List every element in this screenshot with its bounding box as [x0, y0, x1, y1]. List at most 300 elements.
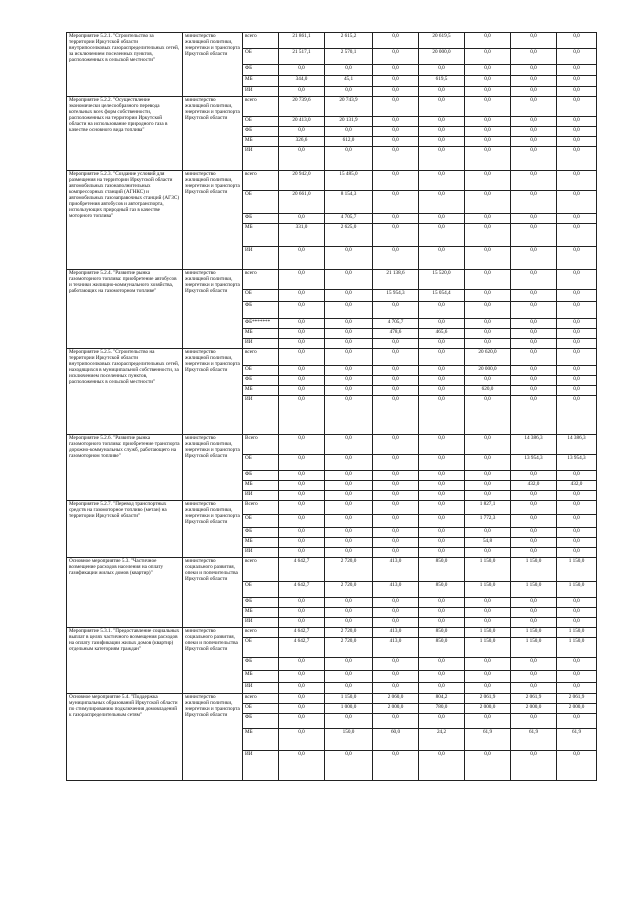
activity-description: Мероприятие 5.2.3. "Создание условий для размещения на территории Иркутской области автомобильных газонаполнительных компрессорных станций (АГНКС) и автомобильных газозаправочных станций (АГЗС) приобретения автобусов и автотранспорта, использующих природный газ в качестве моторного топлива" [67, 171, 183, 270]
funding-source: ОБ [243, 49, 279, 65]
amount-cell: 0,0 [511, 515, 557, 528]
amount-cell: 0,0 [279, 538, 325, 548]
amount-cell: 0,0 [419, 339, 465, 349]
amount-cell: 0,0 [557, 386, 597, 396]
amount-cell: 0,0 [511, 127, 557, 137]
amount-cell: 0,0 [419, 117, 465, 127]
amount-cell: 0,0 [511, 538, 557, 548]
amount-cell: 0,0 [465, 147, 511, 171]
amount-cell: 0,0 [419, 471, 465, 481]
funding-source: ИИ [243, 396, 279, 435]
amount-cell: 0,0 [325, 349, 373, 366]
amount-cell: 0,0 [373, 548, 419, 558]
amount-cell: 0,0 [419, 147, 465, 171]
amount-cell: 0,0 [373, 528, 419, 538]
amount-cell: 0,0 [465, 751, 511, 781]
amount-cell: 0,0 [373, 481, 419, 491]
amount-cell: 0,0 [279, 515, 325, 528]
responsible-executor: министерство жилищной политики, энергетики и транспорта Иркутской области [183, 171, 243, 270]
amount-cell: 0,0 [465, 319, 511, 329]
amount-cell: 0,0 [279, 329, 325, 339]
amount-cell: 0,0 [325, 528, 373, 538]
amount-cell: 0,0 [279, 528, 325, 538]
amount-cell: 0,0 [465, 455, 511, 471]
amount-cell: 2 570,1 [325, 49, 373, 65]
amount-cell: 0,0 [279, 396, 325, 435]
amount-cell: 0,0 [373, 538, 419, 548]
amount-cell: 8 154,3 [325, 191, 373, 214]
amount-cell: 0,0 [557, 49, 597, 65]
amount-cell: 0,0 [557, 329, 597, 339]
responsible-executor: министерство социального развития, опеки и попечительства Иркутской области [183, 628, 243, 694]
amount-cell: 0,0 [279, 608, 325, 618]
amount-cell: 0,0 [279, 481, 325, 491]
amount-cell: 0,0 [557, 366, 597, 376]
amount-cell: 0,0 [325, 65, 373, 76]
amount-cell: 0,0 [373, 214, 419, 224]
amount-cell: 0,0 [279, 302, 325, 319]
funding-source: Всего [243, 435, 279, 455]
amount-cell: 0,0 [511, 618, 557, 628]
funding-source: всего [243, 270, 279, 290]
amount-cell: 0,0 [279, 349, 325, 366]
amount-cell: 0,0 [419, 247, 465, 270]
amount-cell: 0,0 [325, 270, 373, 290]
funding-source: ФБ [243, 376, 279, 386]
amount-cell: 4 642,7 [279, 628, 325, 638]
funding-source: МБ [243, 729, 279, 751]
amount-cell: 0,0 [279, 339, 325, 349]
amount-cell: 0,0 [465, 224, 511, 247]
amount-cell: 0,0 [465, 290, 511, 302]
funding-source: ОБ [243, 366, 279, 376]
funding-source: ИИ [243, 339, 279, 349]
amount-cell: 0,0 [373, 97, 419, 117]
amount-cell: 0,0 [557, 302, 597, 319]
funding-source: МБ [243, 481, 279, 491]
responsible-executor: министерство жилищной политики, энергетики и транспорта Иркутской области [183, 97, 243, 171]
amount-cell: 432,0 [511, 481, 557, 491]
amount-cell: 0,0 [557, 671, 597, 683]
funding-source: ФБ [243, 65, 279, 76]
amount-cell: 13 954,3 [557, 455, 597, 471]
amount-cell: 0,0 [511, 491, 557, 501]
amount-cell: 15 520,0 [419, 270, 465, 290]
amount-cell: 0,0 [419, 608, 465, 618]
amount-cell: 0,0 [279, 319, 325, 329]
funding-source: ФБ******* [243, 319, 279, 329]
amount-cell: 1 150,0 [465, 582, 511, 598]
amount-cell: 2 615,2 [325, 33, 373, 49]
responsible-executor: министерство социального развития, опеки и попечительства Иркутской области [183, 558, 243, 628]
amount-cell: 0,0 [279, 455, 325, 471]
amount-cell: 0,0 [511, 147, 557, 171]
amount-cell: 14 386,3 [511, 435, 557, 455]
funding-source: ОБ [243, 191, 279, 214]
amount-cell: 850,0 [419, 582, 465, 598]
amount-cell: 20 413,0 [279, 117, 325, 127]
amount-cell: 326,6 [279, 137, 325, 147]
funding-source: МБ [243, 76, 279, 87]
amount-cell: 0,0 [511, 376, 557, 386]
amount-cell: 0,0 [465, 491, 511, 501]
amount-cell: 0,0 [325, 290, 373, 302]
amount-cell: 2 720,0 [325, 638, 373, 658]
amount-cell: 0,0 [373, 127, 419, 137]
amount-cell: 0,0 [557, 270, 597, 290]
amount-cell: 0,0 [279, 386, 325, 396]
amount-cell: 0,0 [325, 658, 373, 671]
amount-cell: 0,0 [557, 501, 597, 515]
funding-source: МБ [243, 608, 279, 618]
funding-source: МБ [243, 329, 279, 339]
amount-cell: 0,0 [419, 171, 465, 191]
amount-cell: 0,0 [557, 396, 597, 435]
amount-cell: 1 150,0 [557, 638, 597, 658]
funding-source: ФБ [243, 127, 279, 137]
amount-cell: 61,9 [465, 729, 511, 751]
funding-source: ФБ [243, 714, 279, 729]
activity-description: Мероприятие 5.2.5. "Строительство на территории Иркутской области внутрипоселковых газораспределительных сетей, находящихся в муниципальной собственности, за исключением поселенных пунктов, расположенных в сельской местности" [67, 349, 183, 435]
table-row [67, 33, 597, 49]
amount-cell: 2 061,9 [557, 694, 597, 704]
amount-cell: 0,0 [373, 224, 419, 247]
amount-cell: 1 150,0 [465, 558, 511, 582]
funding-source: ОБ [243, 582, 279, 598]
amount-cell: 0,0 [373, 147, 419, 171]
amount-cell: 0,0 [465, 658, 511, 671]
amount-cell: 0,0 [325, 376, 373, 386]
amount-cell: 0,0 [325, 471, 373, 481]
amount-cell: 0,0 [511, 224, 557, 247]
amount-cell: 0,0 [511, 247, 557, 270]
funding-source: всего [243, 558, 279, 582]
amount-cell: 0,0 [465, 608, 511, 618]
amount-cell: 0,0 [557, 538, 597, 548]
amount-cell: 0,0 [511, 714, 557, 729]
amount-cell: 20 743,9 [325, 97, 373, 117]
amount-cell: 0,0 [373, 33, 419, 49]
amount-cell: 2 720,0 [325, 582, 373, 598]
amount-cell: 0,0 [279, 751, 325, 781]
amount-cell: 0,0 [373, 366, 419, 376]
responsible-executor: министерство жилищной политики, энергетики и транспорта Иркутской области [183, 270, 243, 349]
amount-cell: 0,0 [557, 76, 597, 87]
amount-cell: 0,0 [373, 76, 419, 87]
amount-cell: 0,0 [325, 247, 373, 270]
amount-cell: 0,0 [557, 608, 597, 618]
amount-cell: 0,0 [557, 117, 597, 127]
amount-cell: 413,0 [373, 628, 419, 638]
activity-description: Мероприятие 5.2.2. "Осуществление экономически целесообразного перевода котельных всех форм собственности, расположенных на территории Иркутской области на использование природного газа в качестве основного вида топлива" [67, 97, 183, 171]
amount-cell: 850,0 [419, 628, 465, 638]
amount-cell: 0,0 [373, 171, 419, 191]
funding-source: всего [243, 349, 279, 366]
amount-cell: 0,0 [419, 683, 465, 694]
amount-cell: 780,0 [419, 704, 465, 714]
amount-cell: 0,0 [325, 127, 373, 137]
amount-cell: 0,0 [465, 191, 511, 214]
amount-cell: 0,0 [465, 376, 511, 386]
amount-cell: 20 739,6 [279, 97, 325, 117]
amount-cell: 0,0 [419, 435, 465, 455]
amount-cell: 0,0 [325, 396, 373, 435]
amount-cell: 0,0 [419, 658, 465, 671]
amount-cell: 0,0 [325, 608, 373, 618]
amount-cell: 4 642,7 [279, 582, 325, 598]
amount-cell: 45,1 [325, 76, 373, 87]
amount-cell: 0,0 [279, 729, 325, 751]
amount-cell: 0,0 [511, 683, 557, 694]
amount-cell: 0,0 [557, 319, 597, 329]
amount-cell: 0,0 [465, 481, 511, 491]
amount-cell: 20 131,9 [325, 117, 373, 127]
amount-cell: 0,0 [279, 501, 325, 515]
amount-cell: 0,0 [279, 658, 325, 671]
amount-cell: 0,0 [325, 455, 373, 471]
amount-cell: 0,0 [325, 548, 373, 558]
amount-cell: 0,0 [511, 339, 557, 349]
amount-cell: 61,9 [557, 729, 597, 751]
amount-cell: 1 150,0 [557, 558, 597, 582]
amount-cell: 0,0 [419, 455, 465, 471]
amount-cell: 344,0 [279, 76, 325, 87]
amount-cell: 4 705,7 [373, 319, 419, 329]
amount-cell: 0,0 [325, 481, 373, 491]
amount-cell: 0,0 [419, 319, 465, 329]
amount-cell: 0,0 [465, 714, 511, 729]
amount-cell: 0,0 [557, 714, 597, 729]
amount-cell: 0,0 [557, 65, 597, 76]
amount-cell: 0,0 [373, 501, 419, 515]
amount-cell: 20 000,0 [419, 49, 465, 65]
amount-cell: 0,0 [465, 435, 511, 455]
funding-source: ОБ [243, 704, 279, 714]
amount-cell: 20 942,0 [279, 171, 325, 191]
amount-cell: 619,5 [419, 76, 465, 87]
amount-cell: 1 150,0 [325, 694, 373, 704]
amount-cell: 0,0 [373, 376, 419, 386]
amount-cell: 0,0 [419, 528, 465, 538]
amount-cell: 0,0 [557, 751, 597, 781]
amount-cell: 0,0 [419, 491, 465, 501]
amount-cell: 0,0 [373, 714, 419, 729]
funding-source: ИИ [243, 751, 279, 781]
amount-cell: 20 620,0 [465, 349, 511, 366]
amount-cell: 0,0 [325, 598, 373, 608]
amount-cell: 0,0 [419, 349, 465, 366]
amount-cell: 0,0 [511, 117, 557, 127]
amount-cell: 60,0 [373, 729, 419, 751]
funding-source: ОБ [243, 290, 279, 302]
amount-cell: 0,0 [279, 127, 325, 137]
amount-cell: 0,0 [557, 515, 597, 528]
table-row [67, 501, 597, 515]
amount-cell: 0,0 [511, 386, 557, 396]
amount-cell: 0,0 [465, 127, 511, 137]
amount-cell: 0,0 [419, 396, 465, 435]
amount-cell: 0,0 [279, 376, 325, 386]
funding-source: ФБ [243, 658, 279, 671]
amount-cell: 0,0 [279, 87, 325, 97]
amount-cell: 14 386,3 [557, 435, 597, 455]
amount-cell: 0,0 [373, 671, 419, 683]
amount-cell: 1 150,0 [511, 582, 557, 598]
activity-description: Мероприятие 5.2.6. "Развитие рынка газомоторного топлива: приобретение транспорта дорожно-коммунальных служб, работающего на газомоторном топливе" [67, 435, 183, 501]
amount-cell: 0,0 [325, 491, 373, 501]
amount-cell: 0,0 [465, 97, 511, 117]
amount-cell: 0,0 [419, 548, 465, 558]
amount-cell: 20 661,0 [279, 191, 325, 214]
amount-cell: 0,0 [419, 366, 465, 376]
amount-cell: 0,0 [419, 618, 465, 628]
amount-cell: 20 000,0 [465, 366, 511, 376]
amount-cell: 0,0 [465, 65, 511, 76]
amount-cell: 0,0 [511, 214, 557, 224]
amount-cell: 0,0 [419, 214, 465, 224]
funding-source: ФБ [243, 302, 279, 319]
amount-cell: 2 000,0 [511, 704, 557, 714]
amount-cell: 2 061,9 [511, 694, 557, 704]
amount-cell: 0,0 [373, 491, 419, 501]
amount-cell: 21 138,6 [373, 270, 419, 290]
amount-cell: 0,0 [511, 191, 557, 214]
amount-cell: 0,0 [511, 751, 557, 781]
amount-cell: 0,0 [557, 528, 597, 538]
amount-cell: 21 861,1 [279, 33, 325, 49]
amount-cell: 0,0 [373, 683, 419, 694]
amount-cell: 465,6 [419, 329, 465, 339]
amount-cell: 478,6 [373, 329, 419, 339]
amount-cell: 0,0 [373, 658, 419, 671]
funding-source: всего [243, 694, 279, 704]
responsible-executor: министерство жилищной политики, энергетики и транспорта Иркутской области [183, 501, 243, 558]
amount-cell: 0,0 [557, 618, 597, 628]
amount-cell: 0,0 [373, 349, 419, 366]
amount-cell: 0,0 [279, 714, 325, 729]
amount-cell: 0,0 [325, 366, 373, 376]
funding-source: ОБ [243, 515, 279, 528]
amount-cell: 0,0 [325, 751, 373, 781]
amount-cell: 0,0 [373, 386, 419, 396]
amount-cell: 0,0 [465, 137, 511, 147]
amount-cell: 0,0 [279, 214, 325, 224]
amount-cell: 0,0 [465, 117, 511, 127]
amount-cell: 0,0 [557, 191, 597, 214]
funding-source: ИИ [243, 87, 279, 97]
funding-source: ИИ [243, 147, 279, 171]
amount-cell: 0,0 [373, 302, 419, 319]
amount-cell: 0,0 [557, 339, 597, 349]
amount-cell: 331,0 [279, 224, 325, 247]
amount-cell: 1 150,0 [511, 628, 557, 638]
amount-cell: 0,0 [465, 49, 511, 65]
table-row [67, 558, 597, 582]
amount-cell: 0,0 [419, 302, 465, 319]
amount-cell: 0,0 [419, 481, 465, 491]
amount-cell: 150,0 [325, 729, 373, 751]
funding-source: МБ [243, 671, 279, 683]
amount-cell: 0,0 [465, 548, 511, 558]
funding-source: ФБ [243, 471, 279, 481]
amount-cell: 0,0 [325, 618, 373, 628]
amount-cell: 0,0 [279, 247, 325, 270]
amount-cell: 0,0 [511, 76, 557, 87]
amount-cell: 0,0 [511, 548, 557, 558]
amount-cell: 0,0 [279, 491, 325, 501]
table-row [67, 694, 597, 704]
funding-source: МБ [243, 538, 279, 548]
amount-cell: 0,0 [465, 214, 511, 224]
amount-cell: 24,2 [419, 729, 465, 751]
amount-cell: 0,0 [511, 471, 557, 481]
amount-cell: 2 061,9 [465, 694, 511, 704]
amount-cell: 0,0 [511, 608, 557, 618]
amount-cell: 0,0 [511, 302, 557, 319]
table-row [67, 270, 597, 290]
amount-cell: 0,0 [465, 33, 511, 49]
amount-cell: 0,0 [373, 191, 419, 214]
funding-source: ОБ [243, 117, 279, 127]
amount-cell: 0,0 [373, 49, 419, 65]
amount-cell: 0,0 [557, 290, 597, 302]
amount-cell: 1 150,0 [557, 582, 597, 598]
amount-cell: 0,0 [373, 471, 419, 481]
amount-cell: 0,0 [325, 329, 373, 339]
amount-cell: 0,0 [511, 319, 557, 329]
funding-source: ИИ [243, 683, 279, 694]
funding-source: ОБ [243, 455, 279, 471]
amount-cell: 0,0 [373, 339, 419, 349]
amount-cell: 0,0 [373, 137, 419, 147]
responsible-executor: министерство жилищной политики, энергетики и транспорта Иркутской области [183, 435, 243, 501]
amount-cell: 54,8 [465, 538, 511, 548]
amount-cell: 0,0 [279, 694, 325, 704]
amount-cell: 0,0 [419, 501, 465, 515]
amount-cell: 0,0 [325, 319, 373, 329]
activity-description: Мероприятие 5.2.4. "Развитие рынка газомоторного топлива: приобретение автобусов и техники жилищно-коммунального хозяйства, работающих на газомоторном топливе" [67, 270, 183, 349]
amount-cell: 0,0 [373, 598, 419, 608]
amount-cell: 0,0 [511, 396, 557, 435]
funding-source: ФБ [243, 214, 279, 224]
amount-cell: 15 954,3 [373, 290, 419, 302]
amount-cell: 2 720,0 [325, 558, 373, 582]
funding-source: всего [243, 171, 279, 191]
amount-cell: 15 485,0 [325, 171, 373, 191]
responsible-executor: министерство жилищной политики, энергетики и транспорта Иркутской области [183, 694, 243, 781]
amount-cell: 0,0 [465, 76, 511, 87]
amount-cell: 0,0 [373, 247, 419, 270]
amount-cell: 413,0 [373, 558, 419, 582]
amount-cell: 0,0 [325, 683, 373, 694]
amount-cell: 0,0 [419, 515, 465, 528]
amount-cell: 0,0 [465, 671, 511, 683]
amount-cell: 0,0 [557, 349, 597, 366]
funding-source: ФБ [243, 528, 279, 538]
funding-source: ИИ [243, 618, 279, 628]
amount-cell: 4 642,7 [279, 558, 325, 582]
amount-cell: 0,0 [557, 224, 597, 247]
amount-cell: 0,0 [373, 455, 419, 471]
amount-cell: 0,0 [511, 49, 557, 65]
amount-cell: 0,0 [465, 302, 511, 319]
table-row [67, 97, 597, 117]
amount-cell: 15 054,4 [419, 290, 465, 302]
amount-cell: 0,0 [279, 618, 325, 628]
funding-source: всего [243, 33, 279, 49]
amount-cell: 0,0 [465, 339, 511, 349]
amount-cell: 0,0 [419, 714, 465, 729]
